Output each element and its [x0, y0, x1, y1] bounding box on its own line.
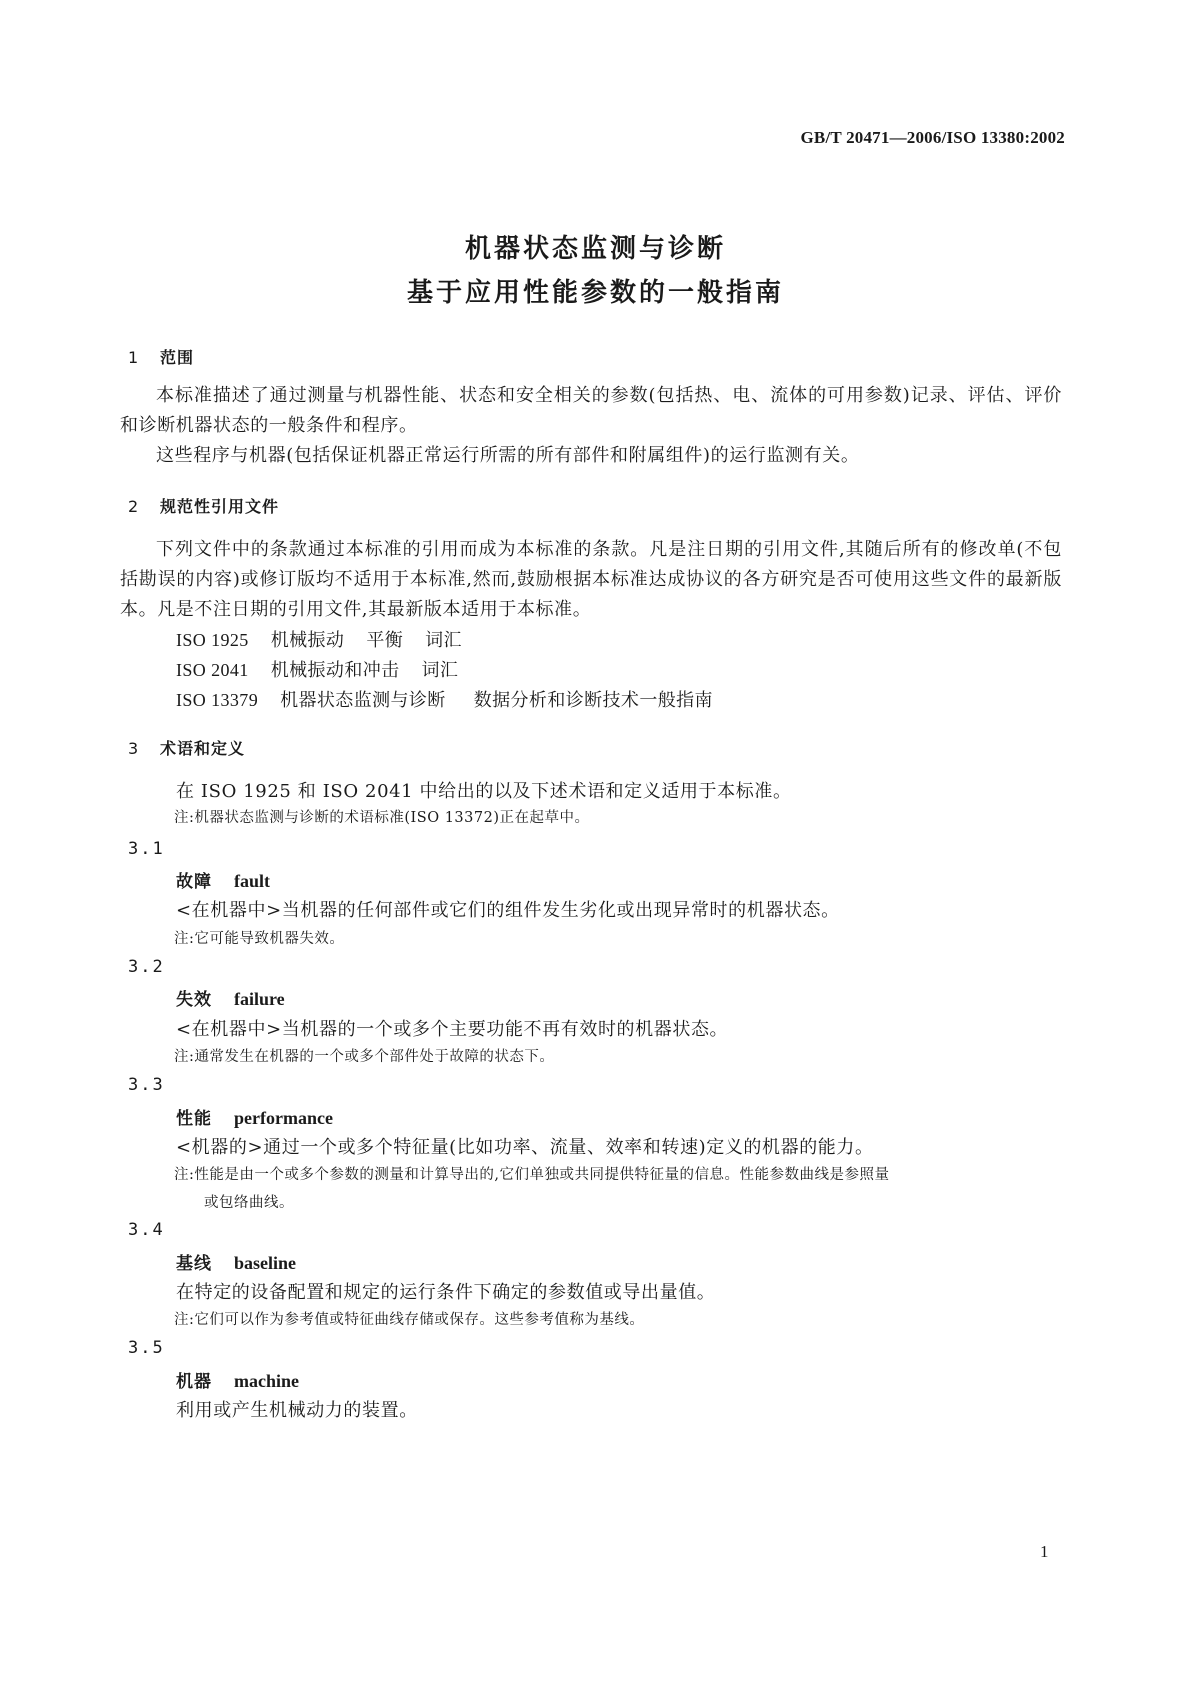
reference-title: 平衡 — [366, 630, 404, 651]
section-1-para-2: 这些程序与机器(包括保证机器正常运行所需的所有部件和附属组件)的运行监测有关。 — [156, 445, 860, 466]
term-note-continuation: 或包络曲线。 — [204, 1195, 294, 1211]
term-number: 3.1 — [128, 839, 165, 859]
section-number: 2 — [128, 497, 140, 516]
section-2-heading — [128, 494, 279, 517]
reference-title: 机械振动 — [270, 630, 345, 651]
term-note: 注:通常发生在机器的一个或多个部件处于故障的状态下。 — [174, 1049, 555, 1065]
section-1-heading — [128, 345, 194, 368]
page-number: 1 — [1040, 1542, 1049, 1561]
term-zh: 机器 — [176, 1372, 212, 1392]
term-en: fault — [234, 871, 270, 891]
term-heading — [176, 1104, 333, 1129]
section-title: 术语和定义 — [160, 739, 246, 758]
term-en: failure — [234, 989, 285, 1009]
term-number: 3.3 — [128, 1075, 165, 1095]
term-zh: 基线 — [176, 1254, 212, 1274]
section-title: 范围 — [160, 348, 195, 367]
term-zh: 失效 — [176, 990, 212, 1010]
term-en: machine — [234, 1371, 299, 1391]
section-3-note: 注:机器状态监测与诊断的术语标准(ISO 13372)正在起草中。 — [174, 810, 590, 826]
term-note — [174, 1161, 1062, 1217]
term-number: 3.5 — [128, 1338, 165, 1358]
standard-code: GB/T 20471—2006/ISO 13380:2002 — [800, 128, 1065, 147]
term-definition: 在特定的设备配置和规定的运行条件下确定的参数值或导出量值。 — [176, 1282, 716, 1303]
section-title: 规范性引用文件 — [160, 497, 280, 516]
term-heading — [176, 985, 285, 1010]
reference-title: 数据分析和诊断技术一般指南 — [473, 690, 713, 711]
term-zh: 性能 — [176, 1109, 212, 1129]
term-definition: <在机器中>当机器的任何部件或它们的组件发生劣化或出现异常时的机器状态。 — [176, 900, 840, 921]
reference-code: ISO 13379 — [176, 690, 259, 710]
term-note: 注:它们可以作为参考值或特征曲线存储或保存。这些参考值称为基线。 — [174, 1312, 645, 1328]
section-number: 1 — [128, 348, 140, 367]
term-heading — [176, 867, 270, 892]
term-zh: 故障 — [176, 872, 212, 892]
reference-item — [176, 626, 462, 652]
reference-title: 机械振动和冲击 — [270, 660, 400, 681]
reference-item — [176, 656, 458, 682]
reference-code: ISO 1925 — [176, 630, 249, 650]
term-heading — [176, 1249, 296, 1274]
title-line-1: 机器状态监测与诊断 — [464, 234, 726, 264]
section-1-para-1: 本标准描述了通过测量与机器性能、状态和安全相关的参数(包括热、电、流体的可用参数)记录、评估、评价和诊断机器状态的一般条件和程序。 — [120, 385, 1062, 436]
reference-title: 词汇 — [425, 630, 462, 651]
reference-title: 词汇 — [421, 660, 459, 681]
term-definition: <机器的>通过一个或多个特征量(比如功率、流量、效率和转速)定义的机器的能力。 — [176, 1137, 874, 1158]
term-note-text: 注:性能是由一个或多个参数的测量和计算导出的,它们单独或共同提供特征量的信息。性能参数曲线是参照量 — [174, 1167, 890, 1183]
section-3-intro: 在 ISO 1925 和 ISO 2041 中给出的以及下述术语和定义适用于本标准。 — [176, 781, 792, 802]
reference-code: ISO 2041 — [176, 660, 249, 680]
term-en: performance — [234, 1108, 333, 1128]
term-note: 注:它可能导致机器失效。 — [174, 931, 345, 947]
section-3-heading — [128, 736, 245, 759]
term-definition: <在机器中>当机器的一个或多个主要功能不再有效时的机器状态。 — [176, 1019, 729, 1040]
term-definition: 利用或产生机械动力的装置。 — [176, 1400, 418, 1421]
reference-item — [176, 686, 713, 712]
section-2-para-1: 下列文件中的条款通过本标准的引用而成为本标准的条款。凡是注日期的引用文件,其随后所有的修改单(不包括勘误的内容)或修订版均不适用于本标准,然而,鼓励根据本标准达成协议的各方研究是否可使用这些文件的最新版本。凡是不注日期的引用文件,其最新版本适用于本标准。 — [120, 539, 1062, 620]
term-heading — [176, 1367, 299, 1392]
term-number: 3.2 — [128, 957, 165, 977]
section-number: 3 — [128, 739, 140, 758]
title-line-2: 基于应用性能参数的一般指南 — [406, 278, 784, 308]
reference-title: 机器状态监测与诊断 — [280, 690, 446, 711]
term-en: baseline — [234, 1253, 297, 1273]
term-number: 3.4 — [128, 1220, 165, 1240]
